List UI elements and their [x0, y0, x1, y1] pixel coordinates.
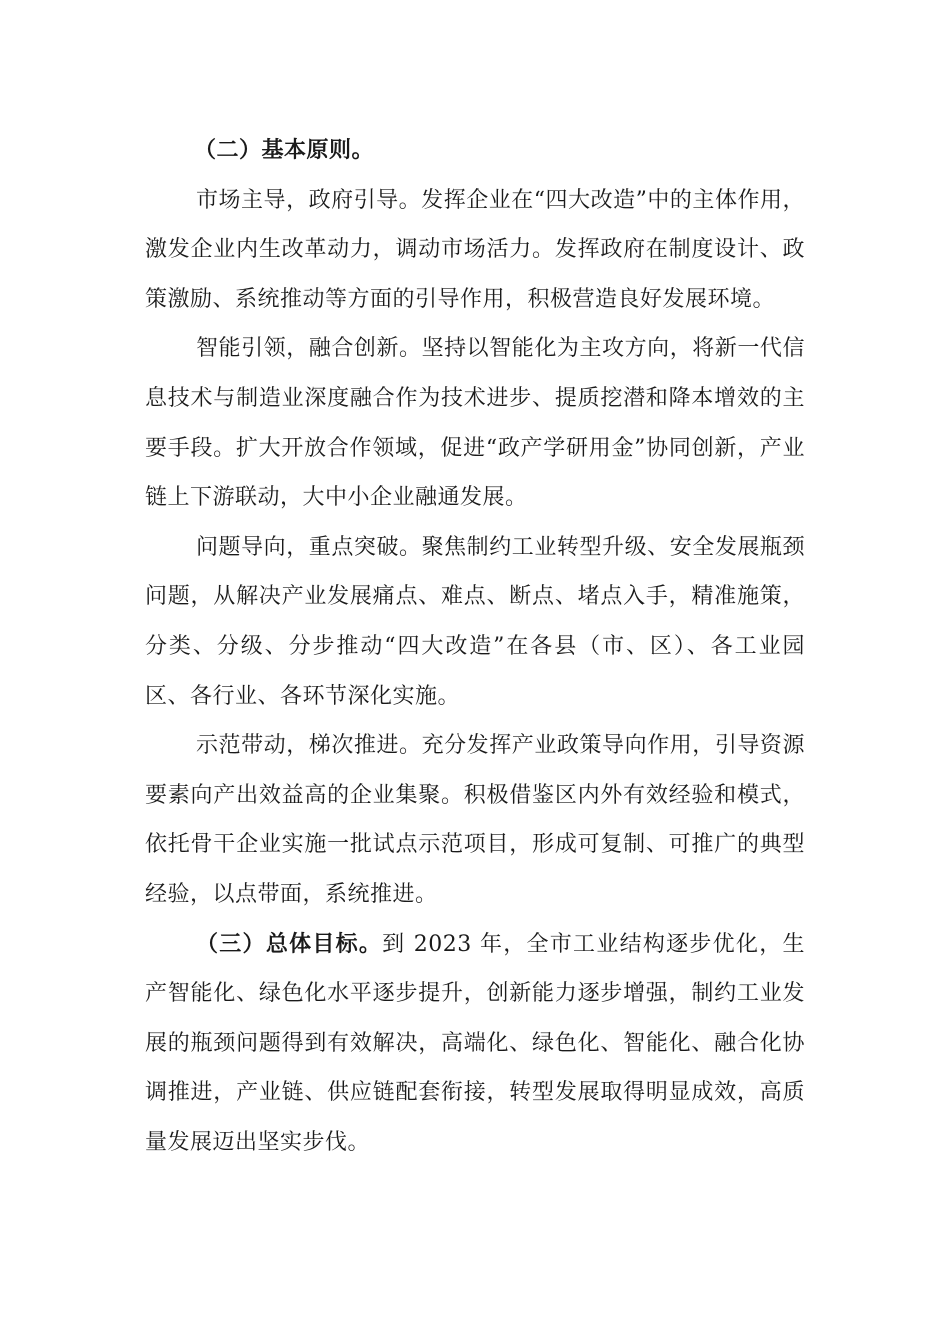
principle-paragraph-demonstration: 示范带动，梯次推进。充分发挥产业政策导向作用，引导资源要素向产出效益高的企业集聚。积极借鉴区内外有效经验和模式，依托骨干企业实施一批试点示范项目，形成可复制、可推广的典型经验，以点带面，系统推进。 — [145, 733, 805, 907]
principle-paragraph-intelligence: 智能引领，融合创新。坚持以智能化为主攻方向，将新一代信息技术与制造业深度融合作为技术进步、提质挖潜和降本增效的主要手段。扩大开放合作领域，促进“政产学研用金”协同创新，产业链上下游联动，大中小企业融通发展。 — [145, 336, 805, 511]
overall-goal-text: 到 2023 年，全市工业结构逐步优化，生产智能化、绿色化水平逐步提升，创新能力逐步增强，制约工业发展的瓶颈问题得到有效解决，高端化、绿色化、智能化、融合化协调推进，产业链、供应链配套衔接，转型发展取得明显成效，高质量发展迈出坚实步伐。 — [145, 931, 805, 1155]
principle-paragraph-problem: 问题导向，重点突破。聚焦制约工业转型升级、安全发展瓶颈问题，从解决产业发展痛点、难点、断点、堵点入手，精准施策，分类、分级、分步推动“四大改造”在各县（市、区）、各工业园区、各行业、各环节深化实施。 — [145, 534, 805, 709]
principle-paragraph-market: 市场主导，政府引导。发挥企业在“四大改造”中的主体作用，激发企业内生改革动力，调动市场活力。发挥政府在制度设计、政策激励、系统推动等方面的引导作用，积极营造良好发展环境。 — [145, 187, 805, 312]
section-heading-basic-principles: （二）基本原则。 — [194, 138, 375, 163]
section-heading-overall-goal: （三）总体目标。 — [196, 931, 383, 957]
overall-goal-paragraph — [145, 920, 805, 1168]
document-body — [145, 126, 805, 1167]
